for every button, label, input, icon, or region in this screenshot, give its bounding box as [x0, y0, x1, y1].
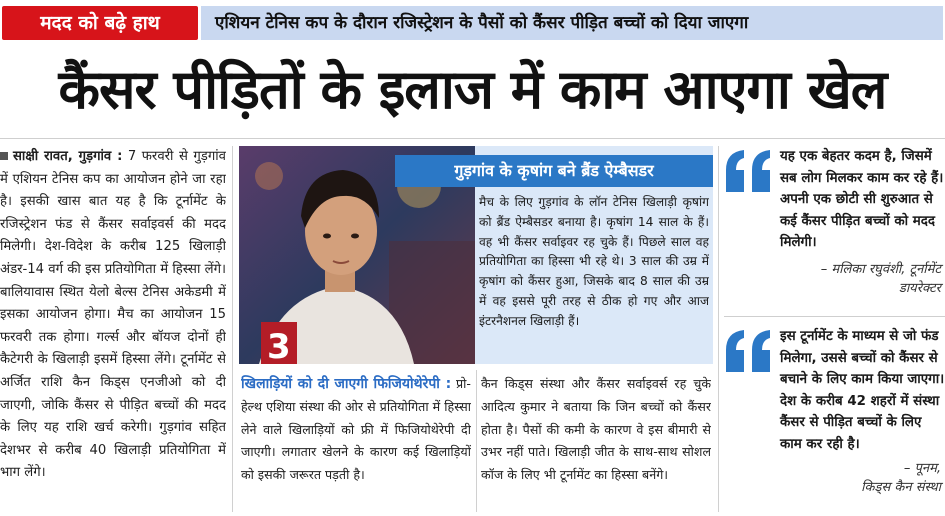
subhead: एशियन टेनिस कप के दौरान रजिस्ट्रेशन के पैसों को कैंसर पीड़ित बच्चों को दिया जाएगा: [201, 6, 943, 40]
column-separator: [232, 146, 233, 512]
quote-attribution: – मलिका रघुवंशी, टूर्नामेंट: [820, 261, 941, 277]
header-strip: [0, 0, 945, 44]
quote-block-2: [724, 326, 945, 512]
column-separator: [718, 146, 719, 512]
ambassador-heading: गुड़गांव के कृषांग बने ब्रैंड ऐम्बैसडर: [395, 155, 713, 187]
main-story-body: 7 फरवरी से गुड़गांव में एशियन टेनिस कप का आयोजन होने जा रहा है। इसकी खास बात यह है कि टूर्नामेंट के रजिस्ट्रेशन फंड से कैंसर सर्वाइवर्स की मदद मिलेगी। देश-विदेश के करीब 125 खिलाड़ी अंडर-14 वर्ग की इस प्रतियोगिता में हिस्सा लेंगे। बालियावास स्थित येलो बेल्स टेनिस अकेडमी में इसका आयोजन होगा। मैच का आयोजन 15 फरवरी तक होगा। गर्ल्स और बॉयज दोनों ही कैटेगरी के खिलाड़ी इसमें हिस्सा लेंगे। टूर्नामेंट से अर्जित राशि कैन किड्स एनजीओ को दी जाएगी, जोकि कैंसर से पीड़ित बच्चों की मदद के लिए यह राशि खर्च करेगी। गुड़गांव सहित देशभर से करीब 40 खिलाड़ी प्रतियोगिता में भाग लेंगे।: [0, 149, 226, 481]
quote-divider: [724, 316, 945, 317]
cankids-story: [481, 373, 711, 511]
quote-mark-icon: [724, 328, 774, 372]
physio-lead: खिलाड़ियों को दी जाएगी फिजियोथेरेपी :: [241, 376, 452, 392]
ambassador-body: मैच के लिए गुड़गांव के लॉन टेनिस खिलाड़ी कृषांग को ब्रैंड ऐम्बैसडर बनाया है। कृषांग 14 साल के हैं। वह भी कैंसर सर्वाइवर रह चुके हैं। पिछले साल वह प्रतियोगिता का हिस्सा भी रहे थे। 3 साल की उम्र में कृषांग को कैंसर हुआ, जिसके बाद 8 साल की उम्र में वह इससे पूरी तरह से ठीक हो गए और आज इंटरनैशनल खिलाड़ी हैं।: [479, 195, 709, 328]
column-separator: [476, 370, 477, 512]
physio-story: [241, 373, 471, 511]
quote-mark-icon: [724, 148, 774, 192]
main-story: [0, 146, 226, 512]
byline: साक्षी रावत, गुड़गांव :: [13, 149, 123, 164]
quote-text: यह एक बेहतर कदम है, जिसमें सब लोग मिलकर काम कर रहे हैं। अपनी एक छोटी सी शुरुआत से कई कैंसर पीड़ित बच्चों को मदद मिलेगी।: [780, 149, 944, 250]
quote-attribution: – पूनम,: [903, 461, 941, 476]
quote-block-1: [724, 146, 945, 312]
headline: कैंसर पीड़ितों के इलाज में काम आएगा खेल: [58, 58, 887, 121]
svg-text:3: 3: [267, 327, 291, 364]
quote-attribution-role: डायरेक्टर: [898, 280, 941, 296]
square-bullet-icon: [0, 152, 8, 160]
quote-attribution-role: किड्स कैन संस्था: [861, 480, 941, 495]
quote-text: इस टूर्नामेंट के माध्यम से जो फंड मिलेगा, उससे बच्चों को कैंसर से बचाने के लिए काम किया जाएगा। देश के करीब 42 शहरों में संस्था कैंसर से पीड़ित बच्चों के लिए काम कर रही है।: [780, 329, 945, 452]
headline-divider: [0, 138, 945, 139]
cankids-body: कैन किड्स संस्था और कैंसर सर्वाइवर्स रह चुके आदित्य कुमार ने बताया कि जिन बच्चों को कैंसर होता है। पैसों की कमी के कारण वे इस बीमारी से उभर नहीं पाते। खिलाड़ी जीत के साथ-साथ सोशल कॉज के लिए भी टूर्नामेंट का हिस्सा बनेंगे।: [481, 376, 711, 483]
physio-body: प्रो-हेल्थ एशिया संस्था की ओर से प्रतियोगिता में हिस्सा लेने वाले खिलाड़ियों को फ्री में फिजियोथेरेपी दी जाएगी। लगातार खेलने के कारण कई खिलाड़ियों को इसकी जरूरत पड़ती है।: [241, 376, 471, 483]
kicker-label: मदद को बढ़े हाथ: [2, 6, 198, 40]
